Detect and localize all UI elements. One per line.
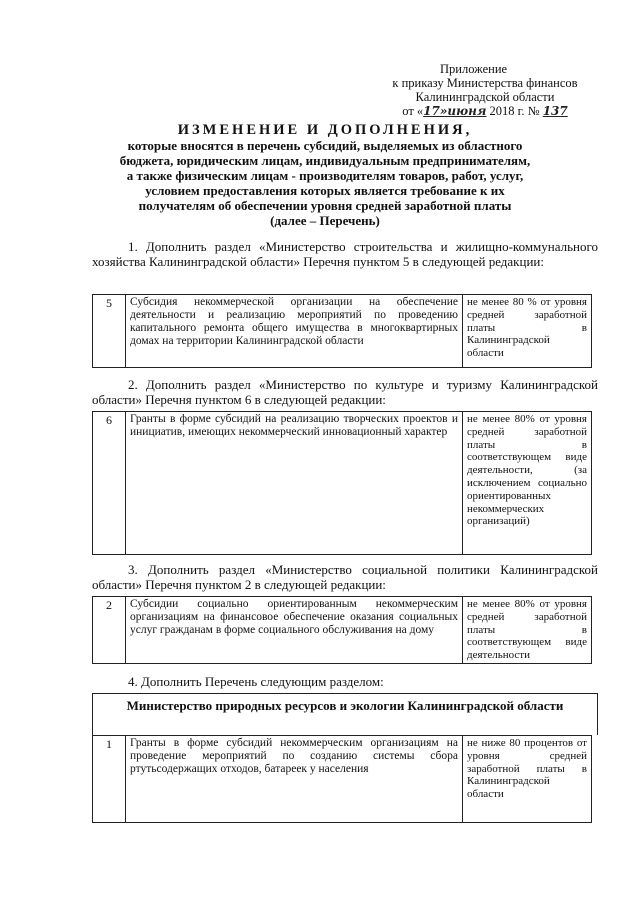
table-row-item-2	[92, 596, 592, 664]
table-row-item-6	[92, 411, 592, 555]
subtitle-line: (далее – Перечень)	[270, 213, 380, 228]
section-title: Министерство природных ресурсов и экологии Калининградской области	[92, 693, 598, 735]
subtitle-line: получателям об обеспечении уровня средней заработной платы	[138, 198, 512, 213]
row-requirement: не ниже 80 процентов от уровня средней заработной платы в Калининградской области	[463, 736, 592, 823]
row-requirement: не менее 80% от уровня средней заработной платы в соответствующем виде деятельности, (за исключением социально ориентированных некоммерческих организаций)	[463, 412, 592, 555]
annex-block	[380, 62, 590, 118]
subtitle-line: а также физическим лицам - производителям товаров, работ, услуг,	[126, 168, 524, 183]
subtitle-line: условием предоставления которых является требование к их	[145, 183, 505, 198]
annex-date-prefix: от «	[402, 104, 424, 118]
row-description: Гранты в форме субсидий на реализацию творческих проектов и инициатив, имеющих некоммерческий инновационный характер	[126, 412, 463, 555]
subtitle-line: бюджета, юридическим лицам, индивидуальным предпринимателям,	[119, 153, 531, 168]
row-number: 5	[93, 295, 126, 368]
table-row-item-1	[92, 735, 592, 823]
annex-handwritten-date: 17»июня	[423, 104, 487, 118]
annex-line-3: Калининградской области	[415, 90, 555, 104]
annex-handwritten-number: 137	[542, 104, 568, 118]
annex-line-1: Приложение	[440, 62, 508, 76]
table-row	[93, 295, 592, 368]
row-requirement: не менее 80 % от уровня средней заработной платы в Калининградской области	[463, 295, 592, 368]
paragraph-2: 2. Дополнить раздел «Министерство по культуре и туризму Калининградской области» Перечня пунктом 6 в следующей редакции:	[92, 377, 598, 407]
table-row	[93, 597, 592, 664]
row-description: Субсидия некоммерческой организации на обеспечение деятельности и реализацию мероприятий по проведению капитального ремонта общего имущества в многоквартирных домах на территории Калининградской области	[126, 295, 463, 368]
annex-line-2: к приказу Министерства финансов	[392, 76, 578, 90]
paragraph-3: 3. Дополнить раздел «Министерство социальной политики Калининградской области» Перечня пунктом 2 в следующей редакции:	[92, 562, 598, 592]
paragraph-1: 1. Дополнить раздел «Министерство строительства и жилищно-коммунального хозяйства Калининградской области» Перечня пунктом 5 в следующей редакции:	[92, 239, 598, 269]
row-number: 6	[93, 412, 126, 555]
row-requirement: не менее 80% от уровня средней заработной платы в соответствующем виде деятельности	[463, 597, 592, 664]
row-description: Субсидии социально ориентированным некоммерческим организациям на финансовое обеспечение оказания социальных услуг гражданам в форме социального обслуживания на дому	[126, 597, 463, 664]
paragraph-4: 4. Дополнить Перечень следующим разделом:	[128, 674, 384, 689]
row-description: Гранты в форме субсидий некоммерческим организациям на проведение мероприятий по созданию системы сбора ртутьсодержащих отходов, батареек у населения	[126, 736, 463, 823]
document-title: ИЗМЕНЕНИЕ И ДОПОЛНЕНИЯ,	[177, 122, 473, 138]
table-row	[93, 736, 592, 823]
table-row-item-5	[92, 294, 592, 368]
row-number: 2	[93, 597, 126, 664]
row-number: 1	[93, 736, 126, 823]
annex-date-line	[380, 104, 590, 118]
table-row	[93, 412, 592, 555]
subtitle-line: которые вносятся в перечень субсидий, выделяемых из областного	[127, 138, 523, 153]
document-subtitle	[95, 138, 555, 228]
annex-date-year: 2018 г. №	[486, 104, 543, 118]
